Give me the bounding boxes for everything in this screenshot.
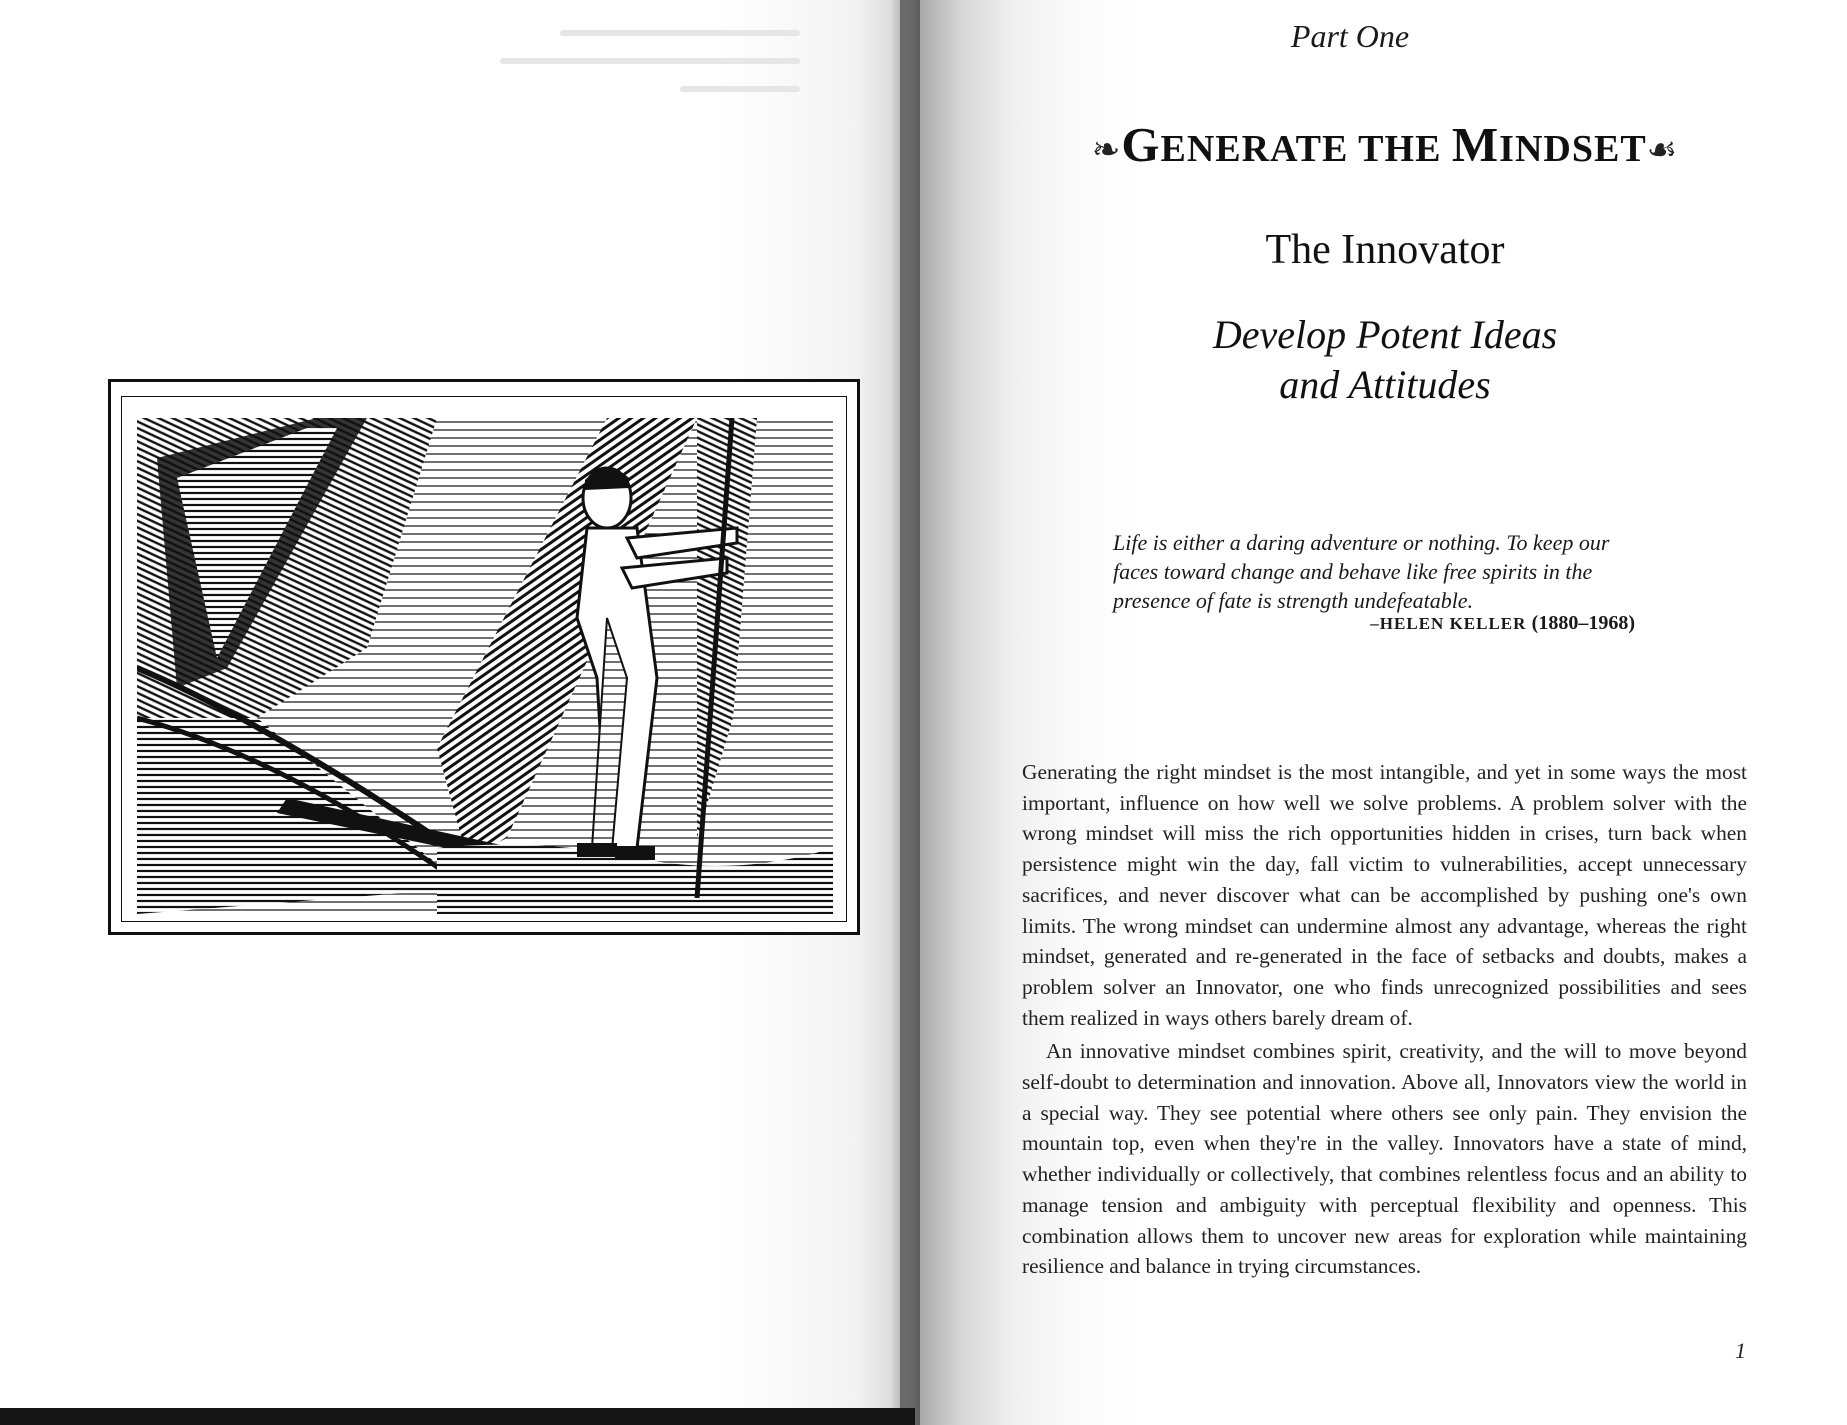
left-page xyxy=(0,0,900,1425)
section-subtitle xyxy=(1085,310,1685,410)
chapter-title-part2: INDSET xyxy=(1499,128,1647,170)
chapter-title xyxy=(1060,116,1710,173)
section-subtitle-line2: and Attitudes xyxy=(1279,362,1491,407)
attribution-name: –HELEN KELLER xyxy=(1370,614,1527,633)
body-paragraph-1: Generating the right mindset is the most intangible, and yet in some ways the most important, influence on how well we solve problems. A problem solver with the wrong mindset will miss the rich opportunities hidden in crises, turn back when persistence might win the day, fall victim to vulnerabilities, accept unnecessary sacrifices, and never discover what can be accomplished by pushing one's own limits. The wrong mindset can undermine almost any advantage, whereas the right mindset, generated and re-generated in the face of setbacks and doubts, makes a problem solver an Innovator, one who finds unrecognized possibilities and sees them realized in ways others barely dream of. xyxy=(1022,760,1747,1030)
epigraph-quote: Life is either a daring adventure or nothing. To keep our faces toward change and behave like free spirits in the presence of fate is strength undefeatable. xyxy=(1113,530,1610,613)
chapter-title-part1: ENERATE THE xyxy=(1160,128,1452,170)
page-bottom-edge xyxy=(0,1408,915,1425)
body-paragraph-2: An innovative mindset combines spirit, creativity, and the will to move beyond self-doubt to determination and innovation. Above all, Innovators view the world in a special way. They see potential where others see only pain. They envision the mountain top, even when they're in the valley. Innovators have a state of mind, whether individually or collectively, that combines relentless focus and an ability to manage tension and ambiguity with perceptual flexibility and openness. This combination allows them to uncover new areas for exploration while maintaining resilience and balance in trying circumstances. xyxy=(1022,1039,1747,1279)
epigraph-attribution xyxy=(1300,612,1635,635)
gutter-shadow xyxy=(890,0,920,1425)
sailor-woodcut-illustration xyxy=(137,418,833,914)
right-ornament-icon: ☙ xyxy=(1646,131,1679,169)
chapter-title-m: M xyxy=(1451,117,1500,172)
part-label: Part One xyxy=(1290,18,1410,54)
section-title: The Innovator xyxy=(1265,227,1505,273)
attribution-dates: (1880–1968) xyxy=(1531,612,1635,634)
body-text xyxy=(1022,757,1747,1282)
left-ornament-icon: ❧ xyxy=(1091,131,1122,169)
section-subtitle-line1: Develop Potent Ideas xyxy=(1212,312,1558,357)
illustration-frame xyxy=(108,379,860,935)
chapter-title-initial: G xyxy=(1121,117,1161,172)
page-number: 1 xyxy=(1735,1338,1746,1363)
